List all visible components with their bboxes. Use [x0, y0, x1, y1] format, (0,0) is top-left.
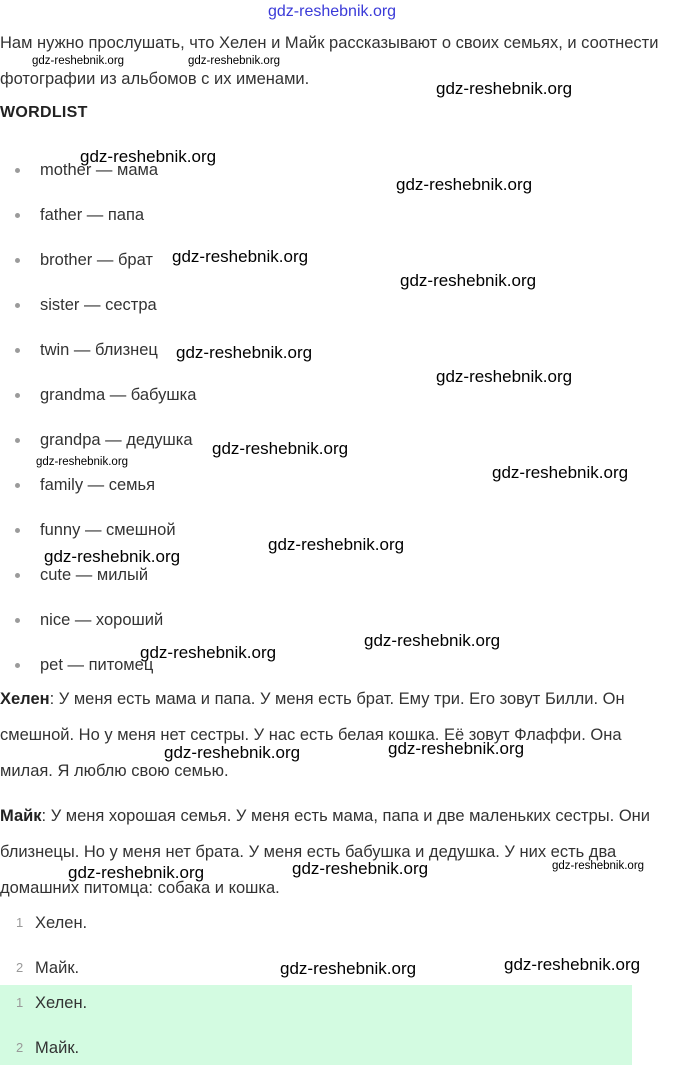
bullet-icon: [15, 393, 20, 398]
watermark: gdz-reshebnik.org: [80, 147, 217, 166]
watermark: gdz-reshebnik.org: [172, 247, 309, 266]
mike-paragraph: [0, 798, 668, 906]
bullet-icon: [15, 483, 20, 488]
item-number: 2: [16, 960, 24, 975]
intro-paragraph: Нам нужно прослушать, что Хелен и Майк рассказывают о своих семьях, и соотнести фотографии из альбомов с их именами.: [0, 34, 659, 88]
watermark: gdz-reshebnik.org: [400, 271, 537, 290]
bullet-icon: [15, 348, 20, 353]
item-number: 2: [16, 1040, 24, 1055]
watermark: gdz-reshebnik.org: [188, 55, 281, 67]
watermark: gdz-reshebnik.org: [504, 955, 641, 974]
watermark: gdz-reshebnik.org: [492, 463, 629, 482]
item-number: 1: [16, 915, 24, 930]
watermark: gdz-reshebnik.org: [32, 55, 125, 67]
watermark: gdz-reshebnik.org: [36, 456, 129, 468]
bullet-icon: [15, 213, 20, 218]
bullet-icon: [15, 663, 20, 668]
wordlist-heading: WORDLIST: [0, 104, 88, 121]
bullet-icon: [15, 528, 20, 533]
watermark: gdz-reshebnik.org: [44, 547, 181, 566]
watermark: gdz-reshebnik.org: [436, 79, 573, 98]
watermark: gdz-reshebnik.org: [164, 743, 301, 762]
mike-name: Майк: [0, 807, 42, 825]
watermark: gdz-reshebnik.org: [292, 859, 429, 878]
watermark: gdz-reshebnik.org: [268, 535, 405, 554]
helen-name: Хелен: [0, 690, 50, 708]
watermark: gdz-reshebnik.org: [140, 643, 277, 662]
bullet-icon: [15, 168, 20, 173]
helen-paragraph: [0, 681, 668, 789]
bullet-icon: [15, 438, 20, 443]
bullet-icon: [15, 618, 20, 623]
watermark: gdz-reshebnik.org: [176, 343, 313, 362]
item-number: 1: [16, 995, 24, 1010]
bullet-icon: [15, 573, 20, 578]
watermark: gdz-reshebnik.org: [268, 3, 397, 20]
watermark: gdz-reshebnik.org: [280, 959, 417, 978]
watermark: gdz-reshebnik.org: [436, 367, 573, 386]
mike-text: : У меня хорошая семья. У меня есть мама, папа и две маленьких сестры. Они близнецы. Но у меня нет брата. У меня есть бабушка и дедушка. У них есть два домашних питомца: собака и кошка.: [0, 807, 650, 897]
watermark: gdz-reshebnik.org: [68, 863, 205, 882]
helen-text: : У меня есть мама и папа. У меня есть брат. Ему три. Его зовут Билли. Он смешной. Но у меня нет сестры. У нас есть белая кошка. Её зовут Флаффи. Она милая. Я люблю свою семью.: [0, 690, 625, 780]
watermark: gdz-reshebnik.org: [396, 175, 533, 194]
watermark: gdz-reshebnik.org: [388, 739, 525, 758]
watermark: gdz-reshebnik.org: [552, 860, 645, 872]
answer-block: [0, 985, 632, 1065]
bullet-icon: [15, 258, 20, 263]
watermark: gdz-reshebnik.org: [212, 439, 349, 458]
watermark: gdz-reshebnik.org: [364, 631, 501, 650]
bullet-icon: [15, 303, 20, 308]
